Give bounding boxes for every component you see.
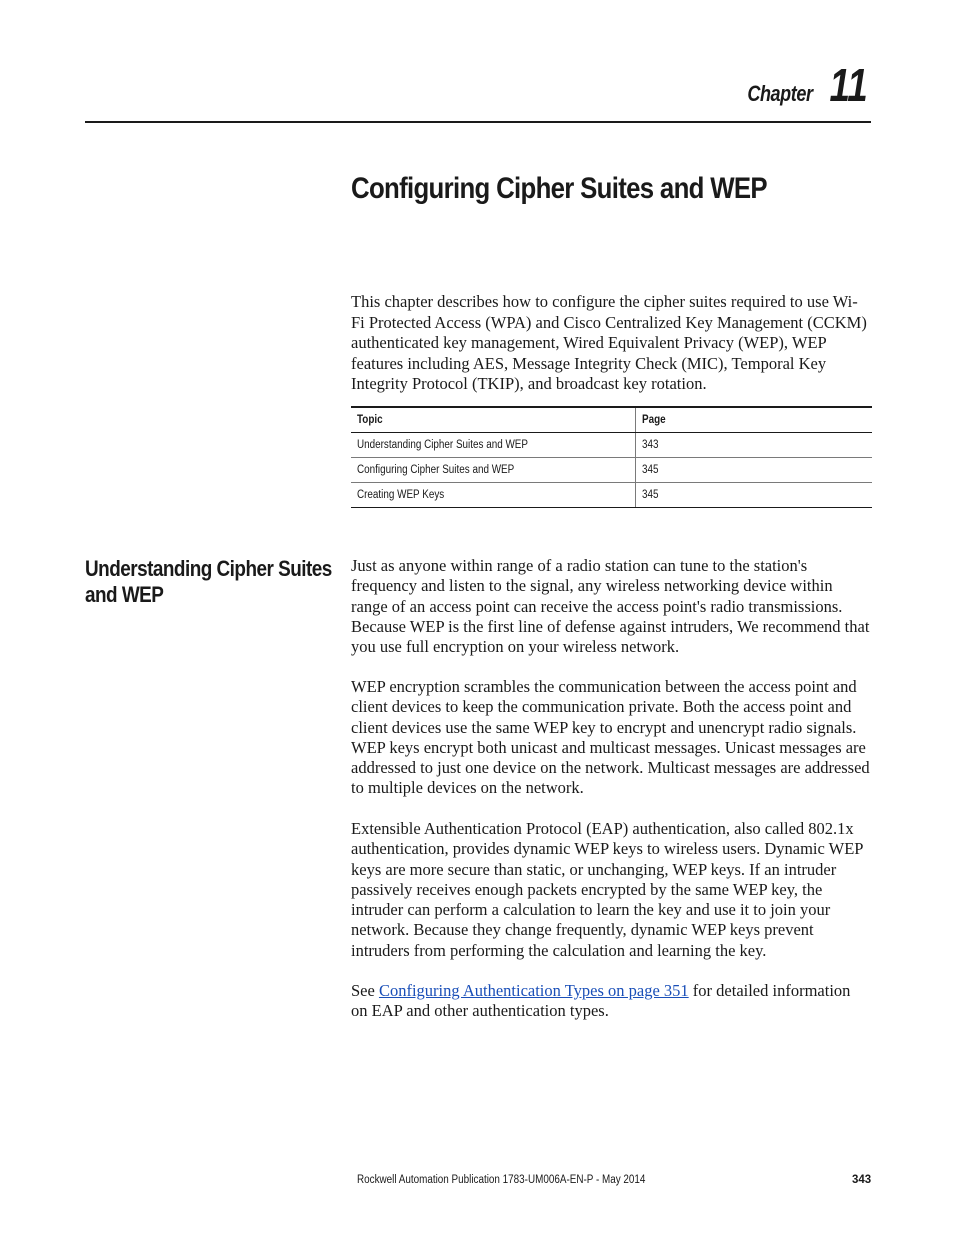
table-header-row [351, 407, 872, 433]
table-row[interactable] [351, 483, 872, 508]
table-row[interactable] [351, 433, 872, 458]
body-paragraph: WEP encryption scrambles the communication between the access point and client devices to keep the communication private. Both the access point and client devices use the same WEP key to encrypt and unencrypt radio signals. WEP keys encrypt both unicast and multicast messages. Unicast messages are addressed to just one device on the network. Multicast messages are addressed to multiple devices on the network. [351, 677, 870, 798]
footer-page-number: 343 [852, 1174, 872, 1186]
intro-paragraph: This chapter describes how to configure the cipher suites required to use Wi-Fi Protected Access (WPA) and Cisco Centralized Key Management (CCKM) authenticated key management, Wired Equivalent Privacy (WEP), WEP features including AES, Message Integrity Check (MIC), Temporal Key Integrity Protocol (TKIP), and broadcast key rotation. [351, 292, 867, 394]
page-cell: 345 [636, 458, 873, 483]
chapter-divider [85, 121, 871, 123]
chapter-header [733, 59, 868, 111]
page-title: Configuring Cipher Suites and WEP [351, 172, 767, 205]
see-suffix: for detailed information on EAP and other authentication types. [351, 981, 851, 1021]
column-header-topic: Topic [351, 407, 636, 433]
footer-publication: Rockwell Automation Publication 1783-UM006A-EN-P - May 2014 [357, 1174, 646, 1186]
topic-cell[interactable]: Configuring Cipher Suites and WEP [351, 458, 636, 483]
body-paragraph: Just as anyone within range of a radio station can tune to the station's frequency and listen to the signal, any wireless networking device within range of an access point can receive the access point's radio transmissions. Because WEP is the first line of defense against intruders, We recommend that you use full encryption on your wireless network. [351, 556, 870, 657]
column-header-page: Page [636, 407, 873, 433]
page-cell: 345 [636, 483, 873, 508]
see-also-paragraph [351, 981, 871, 1022]
topic-table [351, 406, 872, 508]
page-cell: 343 [636, 433, 873, 458]
authentication-types-link[interactable]: Configuring Authentication Types on page 351 [378, 981, 689, 1000]
chapter-label: Chapter [746, 81, 813, 106]
section-heading [85, 556, 345, 608]
topic-cell[interactable]: Understanding Cipher Suites and WEP [351, 433, 636, 458]
table-row[interactable] [351, 458, 872, 483]
topic-cell[interactable]: Creating WEP Keys [351, 483, 636, 508]
body-paragraph: Extensible Authentication Protocol (EAP) authentication, also called 802.1x authentication, provides dynamic WEP keys to wireless users. Dynamic WEP keys are more secure than static, or unchanging, WEP keys. If an intruder passively receives enough packets encrypted by the same WEP key, the intruder can perform a calculation to learn the key and use it to join your network. Because they change frequently, dynamic WEP keys prevent intruders from performing the calculation and learning the key. [351, 819, 863, 960]
see-prefix: See [351, 981, 379, 1000]
section-heading-line: Understanding Cipher Suites [85, 556, 332, 581]
section-heading-line: and WEP [85, 582, 164, 607]
chapter-number: 11 [829, 59, 868, 111]
